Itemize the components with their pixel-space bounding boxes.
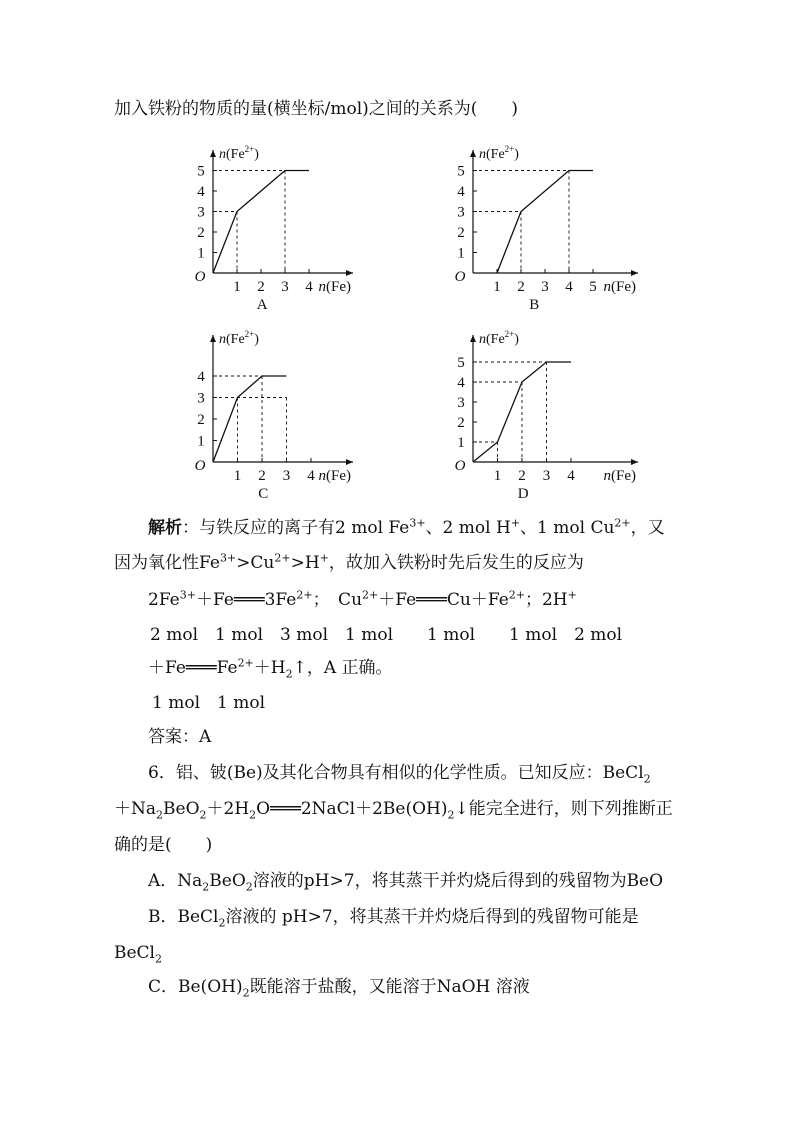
x-tick-label: 2 [258, 468, 266, 484]
x-tick-label: 1 [233, 468, 242, 484]
option-text: 溶液的 pH>7，将其蒸干并灼烧后得到的残留物可能是 [225, 907, 639, 927]
y-tick-label: 5 [457, 355, 465, 371]
reaction-amounts-2: 1 mol 1 mol [152, 693, 266, 713]
q6-text: ＋2H [206, 799, 250, 819]
y-label-n: n [219, 332, 226, 347]
chart-c-svg [180, 325, 380, 505]
x-tick-label: 2 [517, 279, 525, 295]
y-tick-label: 2 [457, 415, 465, 431]
x-axis-arrow [631, 459, 638, 465]
x-label-fe: (Fe) [326, 279, 351, 295]
y-tick-label: 3 [457, 204, 465, 221]
option-text: BeCl [114, 943, 155, 963]
x-label-fe: (Fe) [611, 468, 636, 484]
x-label-fe: (Fe) [326, 468, 351, 484]
y-axis-arrow [470, 150, 476, 157]
option-text: C．Be(OH) [148, 977, 243, 997]
x-label-n: n [603, 468, 611, 484]
chart-b-svg [440, 140, 650, 320]
chart-c [180, 325, 380, 509]
y-label-n: n [479, 332, 486, 347]
y-tick-label: 4 [457, 375, 465, 391]
q6-option-b [148, 906, 639, 928]
x-tick-label: 3 [282, 468, 291, 484]
x-tick-label: 4 [565, 279, 573, 295]
x-axis-arrow [346, 270, 353, 276]
analysis-text: ，故加入铁粉时先后发生的反应为 [328, 553, 584, 573]
sub: 2 [199, 808, 207, 822]
y-label-fe: (Fe [226, 332, 245, 347]
reaction-text: ↑，A 正确。 [292, 658, 393, 678]
x-tick-label: 4 [307, 468, 315, 484]
y-label-fe: (Fe [226, 147, 245, 162]
chart-letter-label: B [529, 297, 540, 313]
sup: 2+ [614, 516, 631, 530]
option-text: 溶液的pH>7，将其蒸干并灼烧后得到的残留物为BeO [252, 871, 664, 891]
analysis-text: 因为氧化性Fe [114, 553, 220, 573]
option-text: A．Na [148, 871, 203, 891]
y-axis-arrow [210, 150, 216, 157]
y-label-close: ) [254, 332, 259, 347]
y-axis-label [219, 329, 259, 347]
y-label-fe: (Fe [486, 147, 505, 162]
y-tick-label: 1 [457, 435, 465, 451]
analysis-line-2 [114, 552, 584, 574]
y-axis-arrow [210, 335, 216, 342]
x-tick-label: 3 [542, 468, 551, 484]
y-tick-label: 1 [197, 433, 205, 450]
sup: + [510, 516, 521, 530]
y-label-close: ) [514, 147, 519, 162]
y-label-n: n [219, 147, 226, 162]
question-intro: 加入铁粉的物质的量(横坐标/mol)之间的关系为( ) [114, 99, 519, 119]
origin-label: O [454, 269, 466, 285]
reaction-text: ＋Fe═══Cu＋Fe [378, 590, 509, 610]
analysis-text: >H [290, 553, 320, 573]
reaction-text: 2Fe [148, 590, 180, 610]
x-tick-label: 1 [493, 279, 501, 295]
sub: 2 [218, 916, 226, 930]
sup: 3+ [409, 516, 426, 530]
sup: 2+ [362, 588, 379, 602]
data-line [497, 171, 593, 274]
reaction-text: ；2H [524, 590, 568, 610]
y-tick-label: 2 [457, 225, 465, 241]
sup: 3+ [179, 588, 196, 602]
x-tick-label: 1 [493, 468, 502, 484]
chart-b [440, 140, 650, 324]
y-tick-label: 3 [457, 395, 465, 411]
y-axis-arrow [470, 335, 476, 342]
sup: + [567, 588, 577, 602]
y-label-n: n [479, 147, 486, 162]
x-axis-label [319, 468, 352, 484]
analysis-text: ，又 [630, 518, 665, 538]
x-tick-label: 4 [305, 279, 313, 295]
sup: 2+ [274, 551, 291, 565]
y-label-close: ) [514, 332, 519, 347]
x-axis-label [604, 279, 637, 295]
y-tick-label: 5 [457, 163, 465, 180]
q6-text: ＋Na [114, 799, 157, 819]
origin-label: O [194, 269, 206, 285]
y-axis-label [479, 329, 519, 347]
y-tick-label: 5 [197, 163, 205, 180]
option-text: BeO [209, 871, 246, 891]
y-tick-label: 1 [197, 245, 205, 262]
sub: 2 [447, 808, 455, 822]
reaction-text: ； Cu [312, 590, 363, 610]
sub: 2 [643, 772, 651, 786]
sup: 2+ [296, 588, 313, 602]
chart-d-svg [440, 325, 650, 505]
y-tick-label: 3 [197, 390, 205, 407]
chart-a [180, 140, 380, 324]
y-label-fe: (Fe [486, 332, 505, 347]
x-tick-label: 2 [257, 279, 265, 295]
x-axis-arrow [346, 459, 353, 465]
sub: 2 [202, 880, 210, 894]
sub: 2 [249, 808, 257, 822]
y-tick-label: 4 [197, 184, 205, 200]
data-line [213, 171, 309, 274]
analysis-text: >Cu [236, 553, 275, 573]
analysis-text: 、2 mol H [425, 518, 511, 538]
y-label-close: ) [254, 147, 259, 162]
q6-text: 6．铝、铍(Be)及其化合物具有相似的化学性质。已知反应：BeCl [148, 763, 644, 783]
q6-line-1 [148, 762, 651, 784]
analysis-line-1 [148, 517, 665, 539]
q6-text: BeO [163, 799, 200, 819]
x-tick-label: 1 [233, 279, 241, 295]
y-tick-label: 1 [457, 245, 465, 262]
analysis-label: 解析 [148, 518, 182, 538]
analysis-text: ：与铁反应的离子有2 mol Fe [182, 518, 410, 538]
sub: 2 [285, 667, 293, 681]
reaction-text: ＋Fe═══3Fe [195, 590, 297, 610]
reaction-amounts-1: 2 mol 1 mol 3 mol 1 mol 1 mol 1 mol 2 mol [150, 625, 623, 645]
chart-a-svg [180, 140, 380, 320]
x-tick-label: 2 [518, 468, 526, 484]
sub: 2 [155, 952, 162, 966]
x-axis-label [319, 279, 352, 295]
x-tick-label: 4 [567, 468, 575, 484]
q6-option-b-cont [114, 942, 162, 964]
reaction-line-2 [148, 657, 393, 679]
reaction-line-1 [148, 589, 577, 611]
sub: 2 [156, 808, 164, 822]
y-tick-label: 4 [197, 369, 205, 385]
option-text: B．BeCl [148, 907, 219, 927]
y-axis-label [479, 144, 519, 162]
y-tick-label: 2 [197, 412, 205, 428]
sup: 2+ [237, 656, 254, 670]
option-text: 既能溶于盐酸，又能溶于NaOH 溶液 [249, 977, 530, 997]
q6-line-2 [114, 798, 673, 820]
answer: 答案：A [148, 727, 212, 747]
reaction-text: ＋H [253, 658, 286, 678]
chart-letter-label: C [258, 486, 269, 502]
q6-text: ↓能完全进行，则下列推断正 [454, 799, 673, 819]
x-tick-label: 3 [541, 279, 549, 295]
x-label-n: n [318, 468, 326, 484]
y-tick-label: 2 [197, 225, 205, 241]
chart-d [440, 325, 650, 509]
sub: 2 [242, 986, 250, 1000]
sup: + [319, 551, 329, 565]
reaction-text: ＋Fe═══Fe [148, 658, 238, 678]
chart-letter-label: D [517, 486, 529, 502]
x-axis-arrow [631, 270, 638, 276]
sup: 3+ [219, 551, 237, 565]
y-tick-label: 4 [457, 184, 465, 200]
q6-text: O═══2NaCl＋2Be(OH) [256, 799, 448, 819]
q6-option-c [148, 976, 530, 998]
y-label-charge: 2+ [244, 329, 255, 339]
origin-label: O [194, 458, 206, 474]
y-label-charge: 2+ [244, 144, 255, 154]
x-tick-label: 5 [589, 279, 597, 295]
q6-option-a [148, 870, 663, 892]
x-label-n: n [318, 279, 326, 295]
y-axis-label [219, 144, 259, 162]
y-tick-label: 3 [197, 204, 205, 221]
sub: 2 [245, 880, 253, 894]
analysis-text: 、1 mol Cu [520, 518, 615, 538]
y-label-charge: 2+ [504, 144, 515, 154]
x-tick-label: 3 [281, 279, 289, 295]
q6-line-3: 确的是( ) [114, 835, 213, 855]
chart-letter-label: A [256, 297, 268, 313]
x-axis-label [604, 468, 637, 484]
y-label-charge: 2+ [504, 329, 515, 339]
sup: 2+ [508, 588, 525, 602]
x-label-fe: (Fe) [611, 279, 636, 295]
origin-label: O [454, 458, 466, 474]
data-line [213, 376, 287, 462]
x-label-n: n [603, 279, 611, 295]
